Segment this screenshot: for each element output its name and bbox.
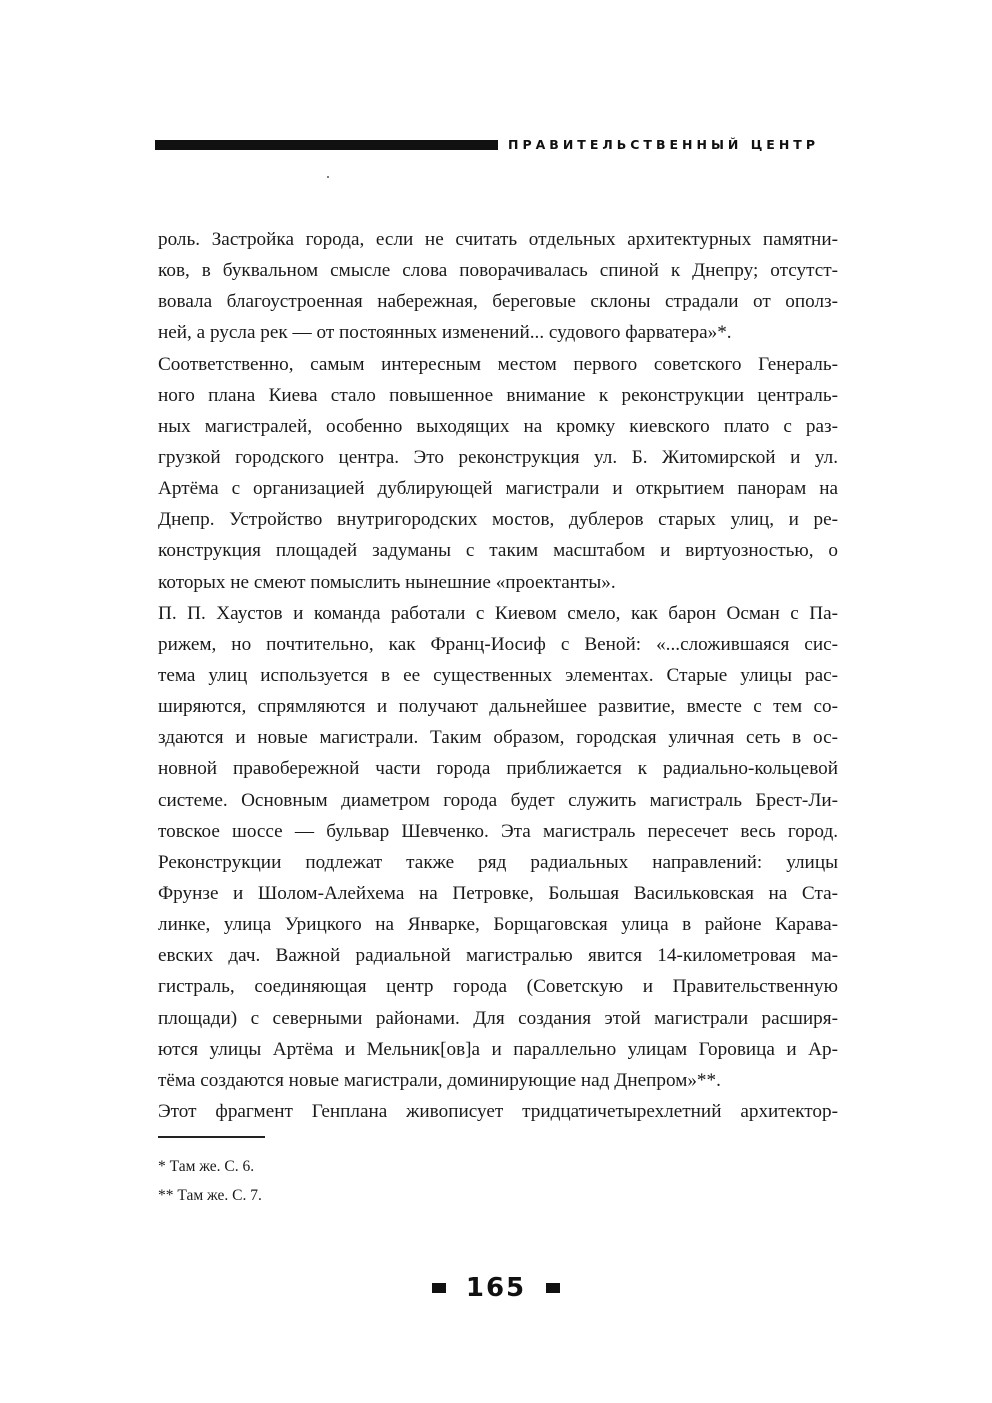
header-rule: [155, 140, 498, 150]
text-line: ного плана Киева стало повышенное внимание к реконструкции централь-: [158, 384, 838, 406]
footnotes: [158, 1152, 262, 1210]
text-line: грузкой городского центра. Это реконструкция ул. Б. Житомирской и ул.: [158, 446, 838, 468]
text-line: Соответственно, самым интересным местом первого советского Генераль-: [158, 353, 838, 375]
text-line: ширяются, спрямляются и получают дальнейшее развитие, вместе с тем со-: [158, 696, 838, 718]
text-line: линке, улица Урицкого на Январке, Борщаговская улица в районе Карава-: [158, 914, 838, 936]
text-line: конструкция площадей задуманы с таким масштабом и виртуозностью, о: [158, 540, 838, 562]
text-line: Фрунзе и Шолом-Алейхема на Петровке, Большая Васильковская на Ста-: [158, 882, 838, 904]
text-line: роль. Застройка города, если не считать отдельных архитектурных памятни-: [158, 229, 838, 250]
text-line: рижем, но почтительно, как Франц-Иосиф с Веной: «...сложившаяся сис-: [158, 633, 838, 655]
page-folio: [0, 1270, 992, 1306]
folio-right-block: [546, 1283, 560, 1293]
footnote: * Там же. С. 6.: [158, 1158, 255, 1175]
text-line: Днепр. Устройство внутригородских мостов, дублеров старых улиц, и ре-: [158, 509, 838, 531]
footnote: ** Там же. С. 7.: [158, 1187, 262, 1204]
text-line: Реконструкции подлежат также ряд радиальных направлений: улицы: [158, 851, 838, 873]
text-line: тема улиц используется в ее существенных элементах. Старые улицы рас-: [158, 664, 838, 686]
text-line: ются улицы Артёма и Мельник[ов]а и параллельно улицам Горовица и Ар-: [158, 1038, 838, 1060]
text-line: площади) с северными районами. Для создания этой магистрали расширя-: [158, 1007, 838, 1029]
body-text: [158, 224, 838, 1127]
text-line: вовала благоустроенная набережная, береговые склоны страдали от ополз-: [158, 291, 838, 313]
text-line: Артёма с организацией дублирующей магистрали и открытием панорам на: [158, 478, 838, 500]
scan-speck: [327, 176, 329, 178]
text-line: евских дач. Важной радиальной магистралью явится 14-километровая ма-: [158, 945, 838, 967]
text-line: ных магистралей, особенно выходящих на кромку киевского плато с раз-: [158, 415, 838, 437]
text-line: гистраль, соединяющая центр города (Советскую и Правительственную: [158, 976, 838, 998]
text-line: системе. Основным диаметром города будет служить магистраль Брест-Ли-: [158, 789, 838, 811]
text-line: здаются и новые магистрали. Таким образом, городская уличная сеть в ос-: [158, 727, 838, 749]
text-line: которых не смеют помыслить нынешние «проектанты».: [158, 571, 616, 593]
folio-left-block: [432, 1283, 446, 1293]
text-line: Этот фрагмент Генплана живописует тридцатичетырехлетний архитектор-: [158, 1100, 838, 1122]
text-line: новной правобережной части города приближается к радиально-кольцевой: [158, 758, 838, 780]
footnote-rule: [158, 1136, 265, 1138]
running-head: ПРАВИТЕЛЬСТВЕННЫЙ ЦЕНТР: [508, 137, 820, 152]
page-number: 165: [465, 1273, 527, 1303]
text-line: товское шоссе — бульвар Шевченко. Эта магистраль пересечет весь город.: [158, 820, 838, 842]
text-line: П. П. Хаустов и команда работали с Киевом смело, как барон Осман с Па-: [158, 602, 838, 624]
text-line: ней, а русла рек — от постоянных изменений... судового фарватера»*.: [158, 322, 732, 344]
text-line: ков, в буквальном смысле слова поворачивалась спиной к Днепру; отсутст-: [158, 260, 838, 282]
text-line: тёма создаются новые магистрали, доминирующие над Днепром»**.: [158, 1069, 721, 1091]
